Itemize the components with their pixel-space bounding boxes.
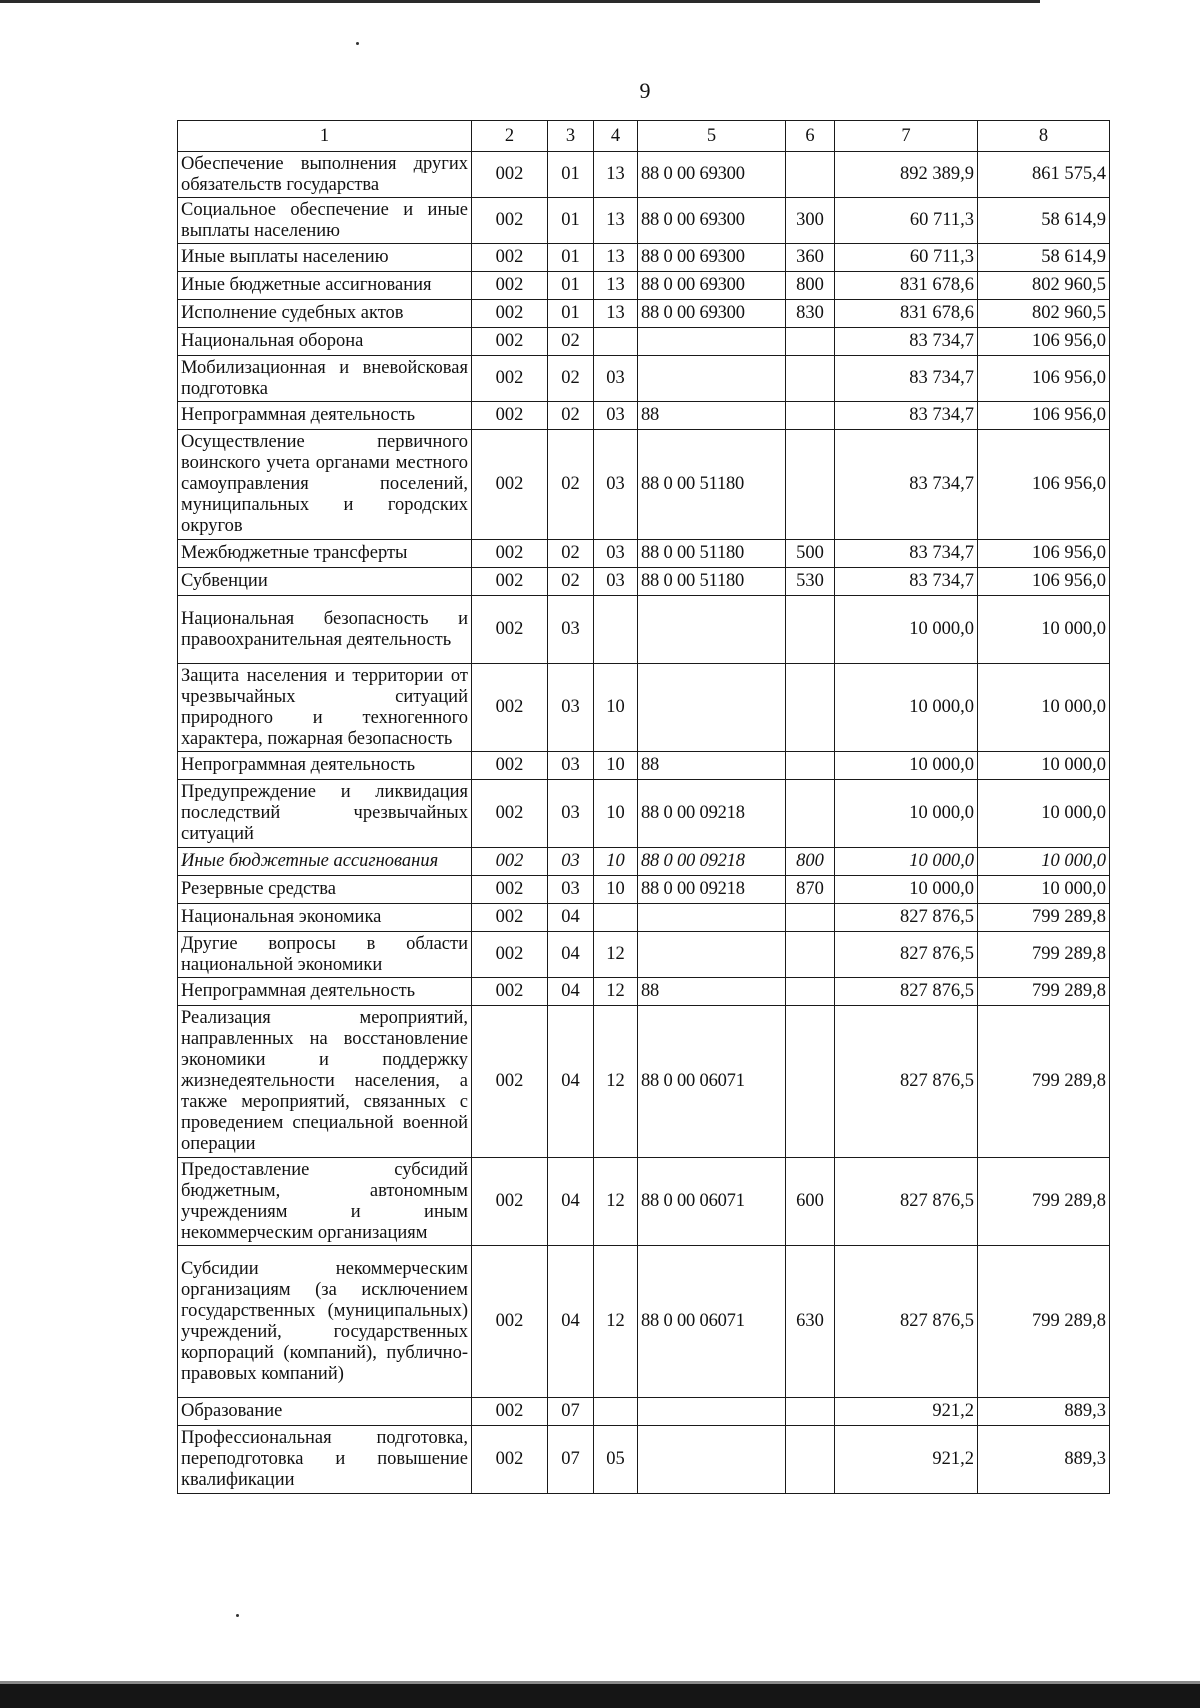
cell-subsection: 03 xyxy=(594,356,638,402)
cell-subsection xyxy=(594,328,638,356)
cell-amount-year1: 827 876,5 xyxy=(835,1246,978,1398)
cell-admin-code: 002 xyxy=(472,198,548,244)
cell-target-article: 88 0 00 09218 xyxy=(638,876,786,904)
cell-subsection: 13 xyxy=(594,300,638,328)
cell-amount-year2: 10 000,0 xyxy=(978,876,1110,904)
table-row xyxy=(178,244,1110,272)
cell-amount-year1: 827 876,5 xyxy=(835,1158,978,1246)
cell-admin-code: 002 xyxy=(472,752,548,780)
cell-section: 04 xyxy=(548,1006,594,1158)
table-row xyxy=(178,430,1110,540)
cell-admin-code: 002 xyxy=(472,328,548,356)
cell-section: 02 xyxy=(548,540,594,568)
cell-subsection xyxy=(594,596,638,664)
cell-target-article: 88 0 00 51180 xyxy=(638,568,786,596)
cell-amount-year2: 799 289,8 xyxy=(978,978,1110,1006)
cell-name: Защита населения и территории от чрезвычайных ситуаций природного и техногенного характера, пожарная безопасность xyxy=(178,664,472,752)
cell-admin-code: 002 xyxy=(472,300,548,328)
cell-admin-code: 002 xyxy=(472,978,548,1006)
cell-admin-code: 002 xyxy=(472,356,548,402)
cell-subsection: 13 xyxy=(594,272,638,300)
cell-admin-code: 002 xyxy=(472,932,548,978)
cell-amount-year1: 921,2 xyxy=(835,1426,978,1494)
cell-expense-type xyxy=(786,596,835,664)
cell-amount-year2: 799 289,8 xyxy=(978,1006,1110,1158)
table-row xyxy=(178,1426,1110,1494)
cell-target-article: 88 0 00 09218 xyxy=(638,848,786,876)
cell-target-article: 88 0 00 69300 xyxy=(638,152,786,198)
cell-section: 02 xyxy=(548,568,594,596)
cell-amount-year2: 10 000,0 xyxy=(978,664,1110,752)
table-row xyxy=(178,780,1110,848)
cell-section: 02 xyxy=(548,356,594,402)
table-row xyxy=(178,152,1110,198)
cell-expense-type: 630 xyxy=(786,1246,835,1398)
table-row xyxy=(178,540,1110,568)
column-header-3: 3 xyxy=(548,121,594,152)
cell-target-article: 88 0 00 51180 xyxy=(638,430,786,540)
cell-amount-year2: 106 956,0 xyxy=(978,328,1110,356)
cell-admin-code: 002 xyxy=(472,244,548,272)
cell-subsection: 03 xyxy=(594,568,638,596)
cell-expense-type xyxy=(786,402,835,430)
cell-section: 01 xyxy=(548,198,594,244)
cell-subsection: 03 xyxy=(594,540,638,568)
cell-expense-type xyxy=(786,932,835,978)
cell-section: 03 xyxy=(548,664,594,752)
table-row xyxy=(178,848,1110,876)
cell-amount-year2: 106 956,0 xyxy=(978,540,1110,568)
cell-section: 02 xyxy=(548,402,594,430)
cell-subsection: 13 xyxy=(594,198,638,244)
cell-expense-type: 870 xyxy=(786,876,835,904)
cell-amount-year1: 10 000,0 xyxy=(835,876,978,904)
cell-section: 04 xyxy=(548,978,594,1006)
cell-amount-year1: 921,2 xyxy=(835,1398,978,1426)
cell-name: Иные бюджетные ассигнования xyxy=(178,848,472,876)
column-header-1: 1 xyxy=(178,121,472,152)
cell-name: Реализация мероприятий, направленных на восстановление экономики и поддержку жизнедеятельности населения, а также мероприятий, связанных с проведением специальной военной операции xyxy=(178,1006,472,1158)
cell-expense-type xyxy=(786,904,835,932)
cell-amount-year1: 831 678,6 xyxy=(835,300,978,328)
cell-expense-type xyxy=(786,356,835,402)
cell-subsection: 13 xyxy=(594,152,638,198)
cell-expense-type: 530 xyxy=(786,568,835,596)
table-body xyxy=(178,152,1110,1494)
table-row xyxy=(178,752,1110,780)
cell-name: Предупреждение и ликвидация последствий чрезвычайных ситуаций xyxy=(178,780,472,848)
cell-amount-year2: 799 289,8 xyxy=(978,1158,1110,1246)
cell-section: 07 xyxy=(548,1398,594,1426)
cell-amount-year2: 10 000,0 xyxy=(978,752,1110,780)
cell-expense-type: 500 xyxy=(786,540,835,568)
cell-name: Субвенции xyxy=(178,568,472,596)
cell-admin-code: 002 xyxy=(472,1006,548,1158)
cell-subsection: 10 xyxy=(594,664,638,752)
cell-admin-code: 002 xyxy=(472,402,548,430)
cell-name: Резервные средства xyxy=(178,876,472,904)
cell-name: Исполнение судебных актов xyxy=(178,300,472,328)
cell-name: Непрограммная деятельность xyxy=(178,402,472,430)
cell-target-article xyxy=(638,904,786,932)
cell-expense-type: 800 xyxy=(786,272,835,300)
cell-section: 03 xyxy=(548,876,594,904)
cell-amount-year1: 83 734,7 xyxy=(835,568,978,596)
scan-speck xyxy=(356,42,359,45)
table-row xyxy=(178,1246,1110,1398)
cell-amount-year2: 106 956,0 xyxy=(978,402,1110,430)
cell-name: Межбюджетные трансферты xyxy=(178,540,472,568)
cell-amount-year2: 58 614,9 xyxy=(978,244,1110,272)
cell-expense-type xyxy=(786,1398,835,1426)
table-row xyxy=(178,932,1110,978)
cell-subsection: 10 xyxy=(594,752,638,780)
table-row xyxy=(178,978,1110,1006)
cell-section: 02 xyxy=(548,328,594,356)
table-row xyxy=(178,356,1110,402)
cell-section: 04 xyxy=(548,1158,594,1246)
cell-amount-year2: 799 289,8 xyxy=(978,904,1110,932)
table-row xyxy=(178,198,1110,244)
cell-subsection: 03 xyxy=(594,402,638,430)
cell-target-article xyxy=(638,596,786,664)
cell-amount-year1: 10 000,0 xyxy=(835,664,978,752)
cell-subsection xyxy=(594,904,638,932)
cell-amount-year1: 83 734,7 xyxy=(835,540,978,568)
table-row xyxy=(178,328,1110,356)
cell-target-article: 88 0 00 69300 xyxy=(638,300,786,328)
cell-name: Иные бюджетные ассигнования xyxy=(178,272,472,300)
table-row xyxy=(178,1006,1110,1158)
cell-amount-year2: 799 289,8 xyxy=(978,1246,1110,1398)
cell-amount-year1: 83 734,7 xyxy=(835,356,978,402)
cell-admin-code: 002 xyxy=(472,568,548,596)
cell-name: Социальное обеспечение и иные выплаты населению xyxy=(178,198,472,244)
cell-subsection: 13 xyxy=(594,244,638,272)
cell-amount-year1: 892 389,9 xyxy=(835,152,978,198)
cell-target-article: 88 0 00 09218 xyxy=(638,780,786,848)
table-row xyxy=(178,568,1110,596)
cell-target-article xyxy=(638,1426,786,1494)
table-row xyxy=(178,300,1110,328)
cell-subsection: 12 xyxy=(594,1006,638,1158)
cell-amount-year1: 83 734,7 xyxy=(835,430,978,540)
cell-admin-code: 002 xyxy=(472,430,548,540)
cell-amount-year2: 10 000,0 xyxy=(978,780,1110,848)
cell-amount-year2: 106 956,0 xyxy=(978,356,1110,402)
cell-admin-code: 002 xyxy=(472,904,548,932)
scan-edge-dark xyxy=(0,1684,1200,1708)
cell-expense-type xyxy=(786,328,835,356)
cell-target-article: 88 0 00 51180 xyxy=(638,540,786,568)
cell-subsection: 12 xyxy=(594,978,638,1006)
cell-subsection: 12 xyxy=(594,1246,638,1398)
cell-name: Иные выплаты населению xyxy=(178,244,472,272)
cell-amount-year1: 10 000,0 xyxy=(835,752,978,780)
cell-expense-type xyxy=(786,752,835,780)
cell-name: Профессиональная подготовка, переподготовка и повышение квалификации xyxy=(178,1426,472,1494)
cell-admin-code: 002 xyxy=(472,596,548,664)
cell-admin-code: 002 xyxy=(472,664,548,752)
cell-amount-year1: 827 876,5 xyxy=(835,904,978,932)
cell-amount-year1: 60 711,3 xyxy=(835,198,978,244)
cell-section: 04 xyxy=(548,1246,594,1398)
cell-name: Непрограммная деятельность xyxy=(178,752,472,780)
cell-amount-year2: 802 960,5 xyxy=(978,300,1110,328)
cell-target-article: 88 0 00 06071 xyxy=(638,1006,786,1158)
cell-target-article: 88 0 00 69300 xyxy=(638,244,786,272)
cell-amount-year1: 827 876,5 xyxy=(835,932,978,978)
cell-amount-year2: 861 575,4 xyxy=(978,152,1110,198)
cell-amount-year2: 889,3 xyxy=(978,1426,1110,1494)
column-header-7: 7 xyxy=(835,121,978,152)
cell-name: Осуществление первичного воинского учета органами местного самоуправления поселений, муниципальных и городских округов xyxy=(178,430,472,540)
table-row xyxy=(178,664,1110,752)
table-row xyxy=(178,402,1110,430)
table-header xyxy=(178,121,1110,152)
cell-amount-year2: 802 960,5 xyxy=(978,272,1110,300)
cell-name: Национальная экономика xyxy=(178,904,472,932)
cell-section: 03 xyxy=(548,780,594,848)
cell-name: Субсидии некоммерческим организациям (за исключением государственных (муниципальных) учреждений, государственных корпораций (компаний), публично-правовых компаний) xyxy=(178,1246,472,1398)
cell-expense-type xyxy=(786,1006,835,1158)
cell-amount-year2: 10 000,0 xyxy=(978,848,1110,876)
cell-section: 04 xyxy=(548,932,594,978)
cell-expense-type: 300 xyxy=(786,198,835,244)
cell-admin-code: 002 xyxy=(472,1246,548,1398)
cell-target-article: 88 0 00 06071 xyxy=(638,1158,786,1246)
cell-expense-type: 830 xyxy=(786,300,835,328)
cell-admin-code: 002 xyxy=(472,540,548,568)
budget-table xyxy=(177,120,1110,1494)
cell-name: Мобилизационная и вневойсковая подготовка xyxy=(178,356,472,402)
cell-admin-code: 002 xyxy=(472,1426,548,1494)
cell-section: 03 xyxy=(548,752,594,780)
cell-expense-type: 360 xyxy=(786,244,835,272)
cell-amount-year1: 83 734,7 xyxy=(835,402,978,430)
cell-section: 01 xyxy=(548,272,594,300)
cell-section: 04 xyxy=(548,904,594,932)
cell-admin-code: 002 xyxy=(472,1398,548,1426)
cell-subsection xyxy=(594,1398,638,1426)
cell-target-article: 88 xyxy=(638,752,786,780)
cell-name: Образование xyxy=(178,1398,472,1426)
cell-subsection: 03 xyxy=(594,430,638,540)
cell-amount-year1: 831 678,6 xyxy=(835,272,978,300)
cell-expense-type xyxy=(786,1426,835,1494)
table-row xyxy=(178,596,1110,664)
column-header-6: 6 xyxy=(786,121,835,152)
cell-amount-year1: 83 734,7 xyxy=(835,328,978,356)
column-header-5: 5 xyxy=(638,121,786,152)
cell-section: 02 xyxy=(548,430,594,540)
cell-expense-type xyxy=(786,978,835,1006)
cell-target-article: 88 xyxy=(638,978,786,1006)
column-header-8: 8 xyxy=(978,121,1110,152)
cell-expense-type xyxy=(786,152,835,198)
cell-subsection: 12 xyxy=(594,932,638,978)
cell-admin-code: 002 xyxy=(472,780,548,848)
cell-name: Национальная оборона xyxy=(178,328,472,356)
cell-admin-code: 002 xyxy=(472,152,548,198)
cell-amount-year2: 106 956,0 xyxy=(978,430,1110,540)
cell-target-article: 88 0 00 69300 xyxy=(638,272,786,300)
top-border-line xyxy=(0,0,1040,3)
cell-expense-type: 800 xyxy=(786,848,835,876)
cell-section: 03 xyxy=(548,596,594,664)
cell-name: Национальная безопасность и правоохранительная деятельность xyxy=(178,596,472,664)
cell-subsection: 12 xyxy=(594,1158,638,1246)
cell-target-article: 88 0 00 69300 xyxy=(638,198,786,244)
cell-target-article xyxy=(638,932,786,978)
cell-name: Предоставление субсидий бюджетным, автономным учреждениям и иным некоммерческим организациям xyxy=(178,1158,472,1246)
cell-section: 01 xyxy=(548,152,594,198)
cell-name: Другие вопросы в области национальной экономики xyxy=(178,932,472,978)
cell-amount-year2: 106 956,0 xyxy=(978,568,1110,596)
scan-speck xyxy=(236,1614,239,1617)
cell-amount-year1: 10 000,0 xyxy=(835,848,978,876)
cell-name: Непрограммная деятельность xyxy=(178,978,472,1006)
cell-admin-code: 002 xyxy=(472,1158,548,1246)
cell-subsection: 10 xyxy=(594,780,638,848)
cell-amount-year1: 10 000,0 xyxy=(835,596,978,664)
cell-target-article xyxy=(638,356,786,402)
cell-subsection: 05 xyxy=(594,1426,638,1494)
cell-amount-year2: 10 000,0 xyxy=(978,596,1110,664)
cell-section: 01 xyxy=(548,244,594,272)
cell-amount-year1: 10 000,0 xyxy=(835,780,978,848)
cell-amount-year1: 827 876,5 xyxy=(835,978,978,1006)
cell-subsection: 10 xyxy=(594,876,638,904)
cell-target-article: 88 0 00 06071 xyxy=(638,1246,786,1398)
cell-name: Обеспечение выполнения других обязательств государства xyxy=(178,152,472,198)
table-row xyxy=(178,272,1110,300)
cell-admin-code: 002 xyxy=(472,272,548,300)
cell-amount-year2: 889,3 xyxy=(978,1398,1110,1426)
cell-subsection: 10 xyxy=(594,848,638,876)
cell-amount-year1: 60 711,3 xyxy=(835,244,978,272)
cell-target-article xyxy=(638,1398,786,1426)
table-row xyxy=(178,1398,1110,1426)
page-number: 9 xyxy=(639,78,651,103)
cell-amount-year1: 827 876,5 xyxy=(835,1006,978,1158)
cell-amount-year2: 58 614,9 xyxy=(978,198,1110,244)
table-row xyxy=(178,904,1110,932)
table-row xyxy=(178,876,1110,904)
cell-amount-year2: 799 289,8 xyxy=(978,932,1110,978)
cell-target-article xyxy=(638,328,786,356)
cell-admin-code: 002 xyxy=(472,876,548,904)
cell-expense-type xyxy=(786,780,835,848)
cell-section: 01 xyxy=(548,300,594,328)
cell-expense-type xyxy=(786,664,835,752)
cell-target-article: 88 xyxy=(638,402,786,430)
column-header-2: 2 xyxy=(472,121,548,152)
cell-expense-type: 600 xyxy=(786,1158,835,1246)
cell-target-article xyxy=(638,664,786,752)
cell-expense-type xyxy=(786,430,835,540)
cell-section: 03 xyxy=(548,848,594,876)
column-header-4: 4 xyxy=(594,121,638,152)
cell-admin-code: 002 xyxy=(472,848,548,876)
cell-section: 07 xyxy=(548,1426,594,1494)
table-row xyxy=(178,1158,1110,1246)
